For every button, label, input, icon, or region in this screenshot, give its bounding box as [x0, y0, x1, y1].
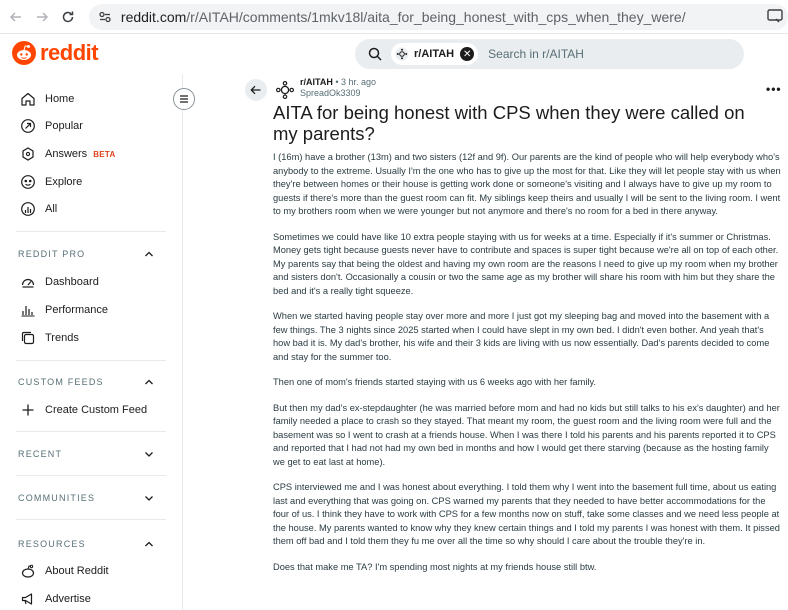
all-icon [19, 200, 37, 218]
chevron-down-icon [143, 492, 155, 504]
sidebar-item-create-custom-feed[interactable]: Create Custom Feed [0, 396, 183, 424]
sidebar-item-dashboard[interactable]: Dashboard [0, 268, 183, 296]
browser-back-icon[interactable] [3, 4, 29, 30]
address-bar[interactable] [89, 4, 788, 30]
section-resources[interactable]: RESOURCES [0, 534, 183, 554]
sidebar-divider [16, 431, 166, 432]
post-paragraph: CPS interviewed me and I was honest about everything. I told them why I went into the basement full time, about us eating last and everything that was going on. CPS warned my parents that they needed to have better accommodations for the four of us. I think they have to work with CPS for a few months now on stuff, take some classes and we need less people at the house. My parents wanted to know why they knew certain things and I told my parents I was honest with them. It pissed them off bad and I told them they fu me over all the time so why should I care about the trouble they're in. [273, 482, 780, 546]
post-paragraph: When we started having people stay over more and more I just got my sleeping bag and moved into the basement with a few things. The 3 nights since 2025 started when I could have slept in my own bed. I didn't even bother. And yeah that's how bad it is. My dad's brother, his wife and their 3 kids are living with us now essentially. Dad's parents decided to come and stay for the summer too. [273, 311, 770, 362]
post-body [273, 151, 783, 586]
search-bar[interactable] [355, 39, 744, 69]
back-button[interactable] [245, 79, 267, 101]
sidebar-item-answers[interactable] [0, 140, 183, 168]
more-options-button[interactable]: ••• [766, 82, 782, 96]
plus-icon [19, 401, 37, 419]
sidebar-item-advertise[interactable]: Advertise [0, 585, 183, 610]
sidebar-divider [16, 360, 166, 361]
reddit-wordmark: reddit [40, 40, 99, 65]
answers-icon [19, 145, 37, 163]
section-custom-feeds[interactable]: CUSTOM FEEDS [0, 372, 183, 392]
post-time: 3 hr. ago [341, 77, 377, 87]
hamburger-icon [178, 93, 190, 105]
sidebar-divider [16, 519, 166, 520]
browser-reload-icon[interactable] [55, 4, 81, 30]
section-communities[interactable]: COMMUNITIES [0, 488, 183, 508]
search-input[interactable] [488, 47, 688, 61]
home-icon [19, 90, 37, 108]
subreddit-search-chip[interactable] [391, 43, 478, 65]
url-path: /r/AITAH/comments/1mkv18l/aita_for_being_honest_with_cps_when_they_were/ [186, 8, 686, 25]
popular-icon [19, 117, 37, 135]
reddit-snoo-icon [12, 41, 36, 65]
about-reddit-icon [19, 562, 37, 580]
left-sidebar [0, 74, 183, 610]
post-paragraph: Sometimes we could have like 10 extra people staying with us for weeks at a time. Especially if it's summer or Christmas. Money gets tight because guests never have to contribute and spaces is super tight because we're all on top of each other. My parents say that being the oldest and having my own room are the reasons I need to give up my room when my brother and sisters don't. Occasionally a cousin or two the same age as my brother will share his room with him but they share the bed and it's a really tight squeeze. [273, 231, 779, 296]
remove-chip-icon[interactable]: ✕ [460, 47, 474, 61]
browser-forward-icon[interactable] [29, 4, 55, 30]
sidebar-divider [16, 231, 166, 232]
post-title: AITA for being honest with CPS when they were called on my parents? [273, 102, 745, 144]
subreddit-link[interactable]: r/AITAH [300, 77, 333, 87]
chevron-down-icon [143, 448, 155, 460]
collapse-sidebar-button[interactable] [173, 88, 195, 110]
performance-icon [19, 301, 37, 319]
advertise-icon [19, 590, 37, 608]
browser-toolbar [0, 0, 788, 34]
sidebar-item-all[interactable]: All [0, 195, 183, 223]
author-link[interactable]: SpreadOk3309 [300, 88, 361, 98]
chevron-up-icon [143, 248, 155, 260]
post-paragraph: Then one of mom's friends started staying with us 6 weeks ago with her family. [273, 377, 597, 387]
chevron-up-icon [143, 376, 155, 388]
reddit-header [0, 35, 788, 73]
section-recent[interactable]: RECENT [0, 444, 183, 464]
arrow-left-icon [250, 84, 262, 96]
explore-icon [19, 173, 37, 191]
chevron-up-icon [143, 538, 155, 550]
subreddit-avatar-icon[interactable] [274, 79, 296, 101]
search-chip-label: r/AITAH [414, 48, 455, 60]
sidebar-divider [16, 475, 166, 476]
cast-screen-icon[interactable] [766, 7, 786, 27]
section-reddit-pro[interactable]: REDDIT PRO [0, 244, 183, 264]
sidebar-item-popular[interactable]: Popular [0, 112, 183, 140]
dashboard-icon [19, 273, 37, 291]
site-settings-icon[interactable] [95, 7, 115, 27]
post-paragraph: Does that make me TA? I'm spending most nights at my friends house still btw. [273, 561, 597, 572]
sidebar-item-home[interactable]: Home [0, 85, 183, 113]
subreddit-chip-icon [395, 47, 409, 61]
meta-separator: • [335, 77, 339, 87]
answers-label: Answers [45, 148, 88, 160]
trends-icon [19, 329, 37, 347]
url-host: reddit.com [120, 8, 187, 25]
sidebar-item-trends[interactable]: Trends [0, 324, 183, 352]
search-icon [367, 46, 383, 62]
post-meta [300, 77, 376, 99]
beta-badge: BETA [93, 150, 116, 159]
reddit-logo[interactable] [12, 40, 98, 66]
sidebar-item-about-reddit[interactable]: About Reddit [0, 557, 183, 585]
post-paragraph: I (16m) have a brother (13m) and two sisters (12f and 9f). Our parents are the kind of people who will help everybody who's anybody to the extreme. Usually I'm the one who has to give up the most for that. Like they will let people stay with us when they're between homes or their house is getting work done or someone's visiting and I always have to give up my room to guests if there's more than the guest room can fit. My siblings keep theirs and usually I will be sent to the living room. I went to my brothers room when we were younger but not anymore and there's no room for a bed in there anyway. [273, 152, 781, 216]
sidebar-item-explore[interactable]: Explore [0, 168, 183, 196]
sidebar-item-performance[interactable]: Performance [0, 296, 183, 324]
post-paragraph: But then my dad's ex-stepdaughter (he was married before mom and had no kids but still talks to his ex's daughter) and her family needed a place to crash so they stayed. That meant my room, the guest room and the living room were full and the basement was so I went to crash at a friends house. When I was there I told his parents and his parents reported it to CPS and reported that I had not had my own bed in months and how I would get there starving (because as the hosting family we get to eat last at home). [273, 402, 780, 467]
